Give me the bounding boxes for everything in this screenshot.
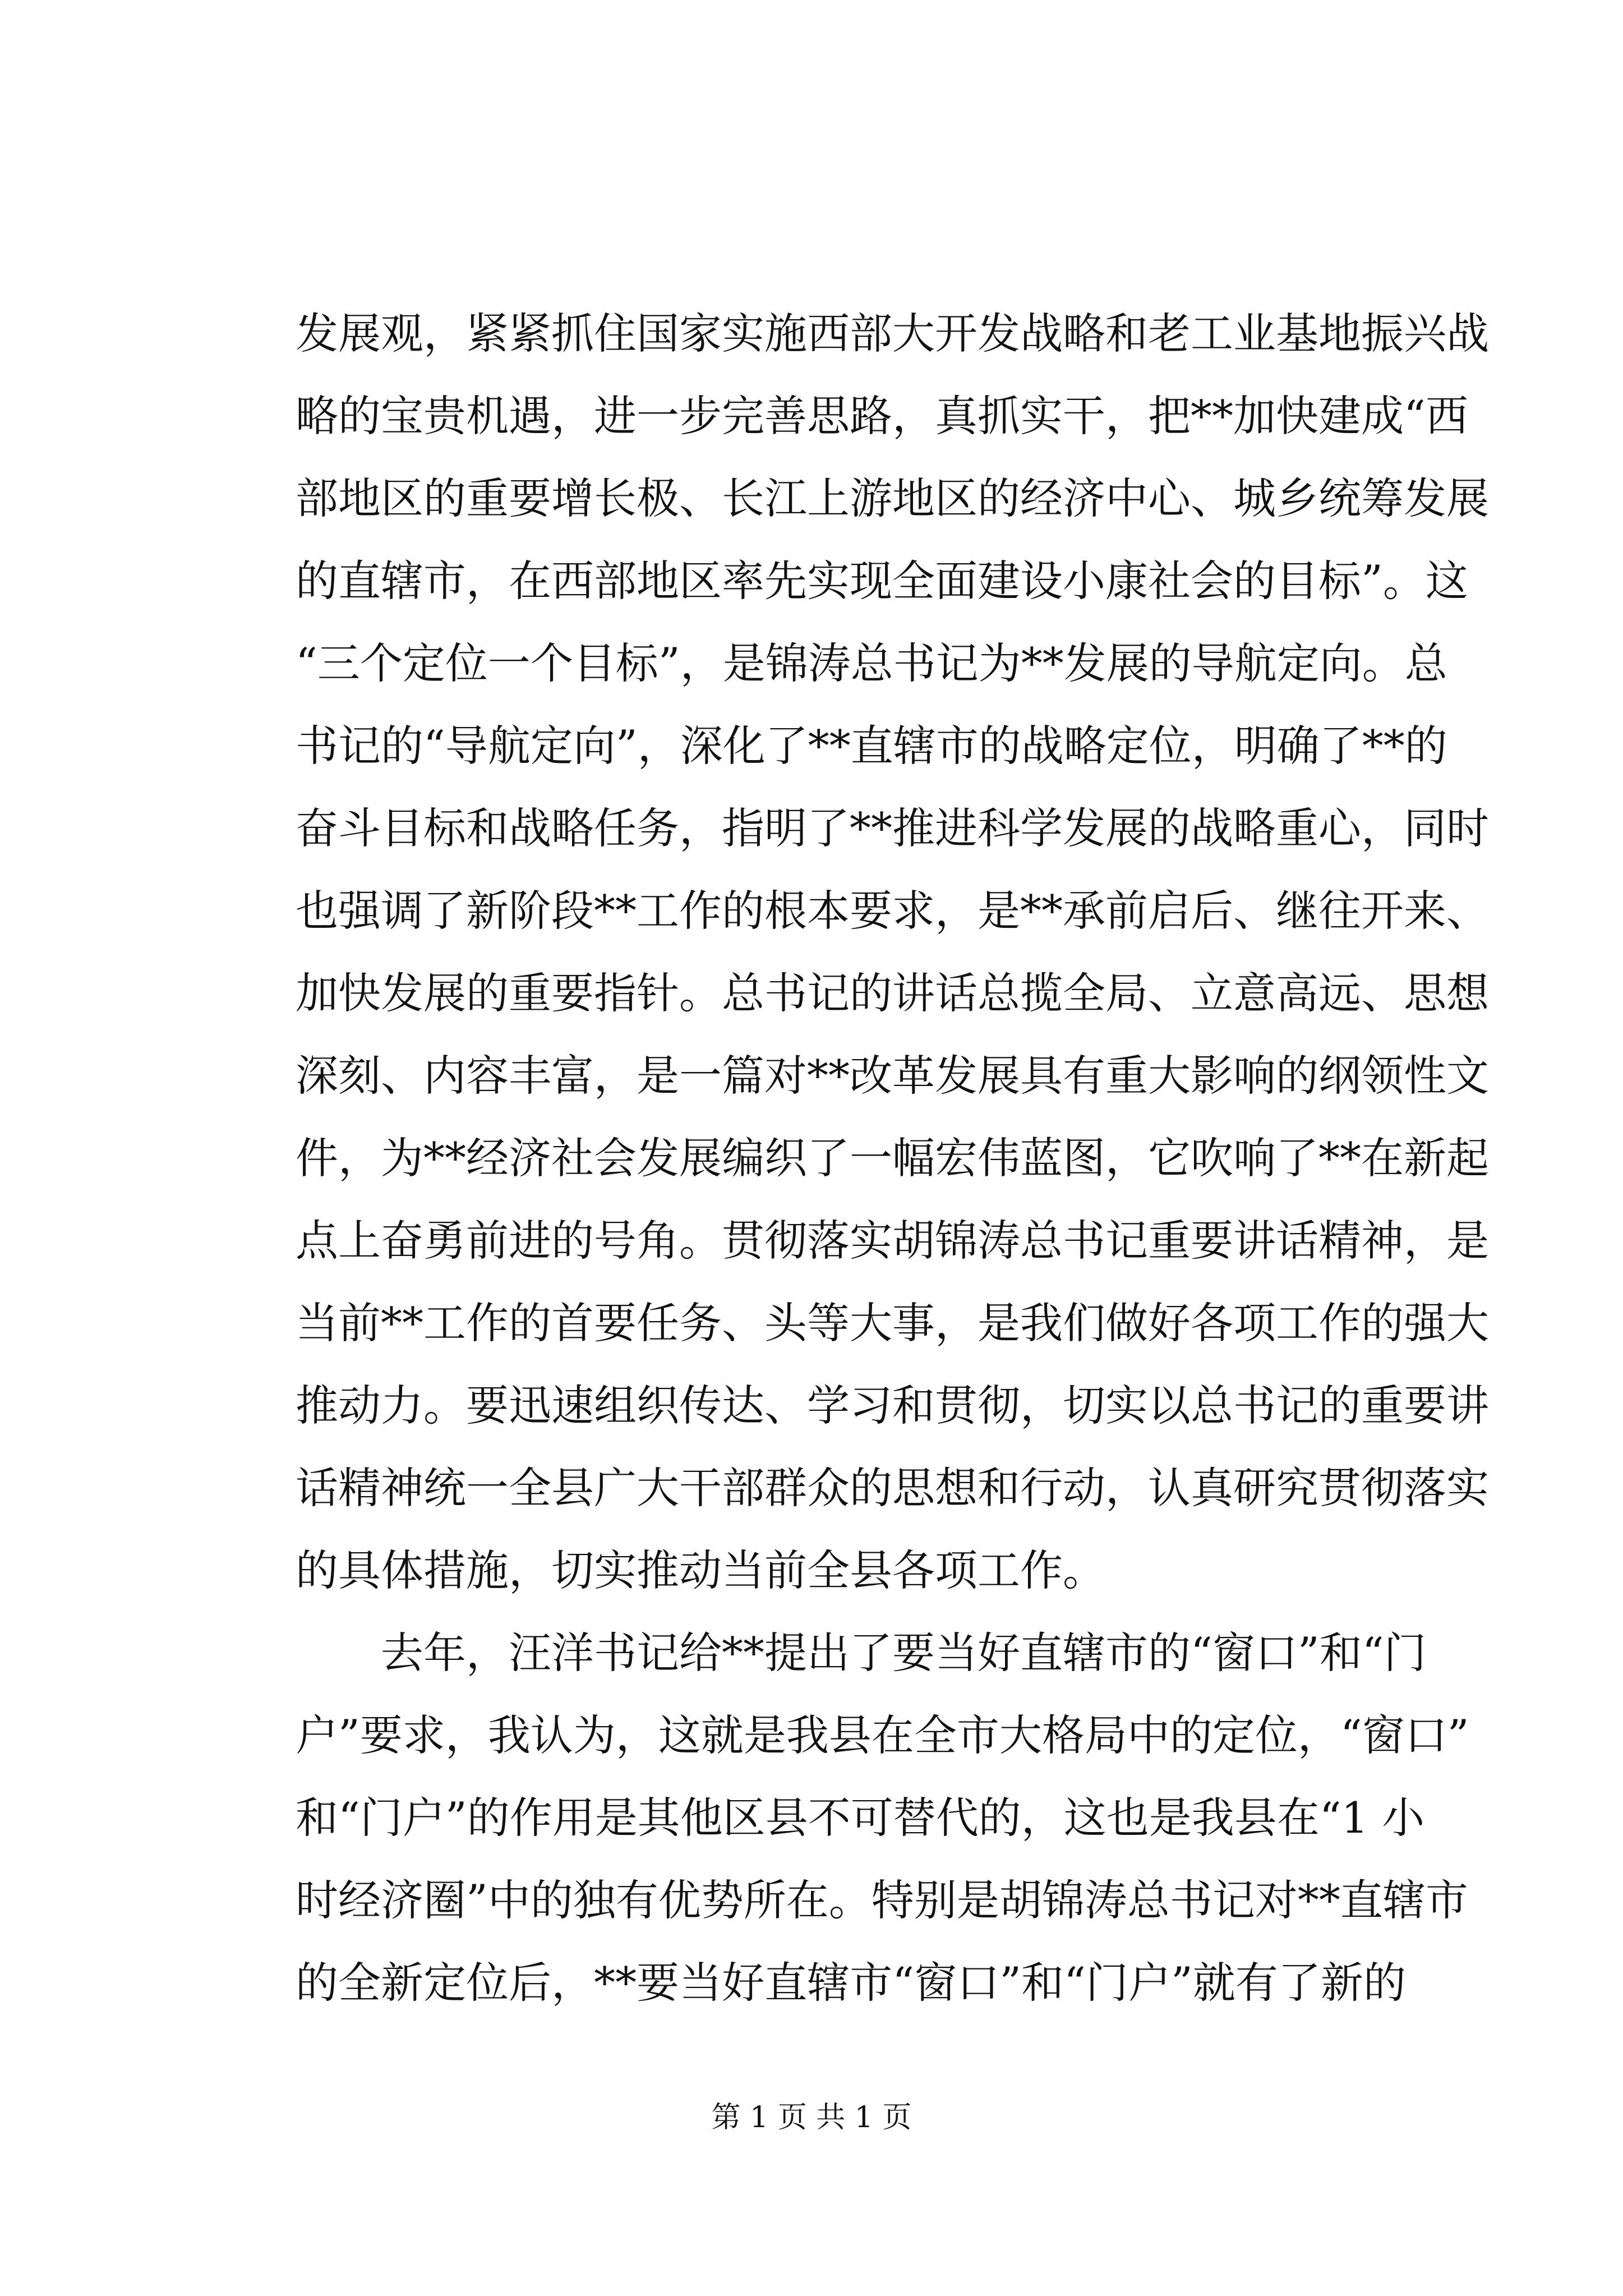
paragraph-1-line-7: 奋斗目标和战略任务，指明了**推进科学发展的战略重心，同时: [296, 803, 1489, 853]
paragraph-2-line-2: 户”要求，我认为，这就是我县在全市大格局中的定位，“窗口”: [296, 1710, 1469, 1760]
paragraph-1-line-6: 书记的“导航定向”，深化了**直辖市的战略定位，明确了**的: [296, 721, 1447, 771]
paragraph-1-line-12: 点上奋勇前进的号角。贯彻落实胡锦涛总书记重要讲话精神，是: [296, 1216, 1489, 1266]
paragraph-1-line-9: 加快发展的重要指针。总书记的讲话总揽全局、立意高远、思想: [296, 968, 1489, 1018]
paragraph-1-line-15: 话精神统一全县广大干部群众的思想和行动，认真研究贯彻落实: [296, 1463, 1489, 1513]
paragraph-1-line-16: 的具体措施，切实推动当前全县各项工作。: [296, 1545, 1105, 1595]
paragraph-1-line-2: 略的宝贵机遇，进一步完善思路，真抓实干，把**加快建成“西: [296, 391, 1468, 441]
paragraph-1-line-14: 推动力。要迅速组织传达、学习和贯彻，切实以总书记的重要讲: [296, 1381, 1489, 1430]
page-footer: 第 1 页 共 1 页: [711, 2101, 912, 2134]
paragraph-2-line-3: 和“门户”的作用是其他区县不可替代的，这也是我县在“1 小: [296, 1793, 1425, 1843]
paragraph-2-line-5: 的全新定位后，**要当好直辖市“窗口”和“门户”就有了新的: [296, 1958, 1406, 2008]
paragraph-1-line-11: 件，为**经济社会发展编织了一幅宏伟蓝图，它吹响了**在新起: [296, 1133, 1489, 1183]
paragraph-1-line-3: 部地区的重要增长极、长江上游地区的经济中心、城乡统筹发展: [296, 473, 1489, 523]
paragraph-2-line-1: 去年，汪洋书记给**提出了要当好直辖市的“窗口”和“门: [296, 1628, 1427, 1678]
paragraph-1-line-5: “三个定位一个目标”，是锦涛总书记为**发展的导航定向。总: [296, 638, 1447, 688]
paragraph-1-line-4: 的直辖市，在西部地区率先实现全面建设小康社会的目标”。这: [296, 556, 1468, 606]
paragraph-1-line-10: 深刻、内容丰富，是一篇对**改革发展具有重大影响的纲领性文: [296, 1051, 1489, 1101]
paragraph-1-line-8: 也强调了新阶段**工作的根本要求，是**承前启后、继往开来、: [296, 886, 1489, 936]
paragraph-2-line-4: 时经济圈”中的独有优势所在。特别是胡锦涛总书记对**直辖市: [296, 1875, 1468, 1925]
paragraph-1-line-13: 当前**工作的首要任务、头等大事，是我们做好各项工作的强大: [296, 1298, 1489, 1348]
paragraph-1-line-1: 发展观，紧紧抓住国家实施西部大开发战略和老工业基地振兴战: [296, 309, 1489, 358]
